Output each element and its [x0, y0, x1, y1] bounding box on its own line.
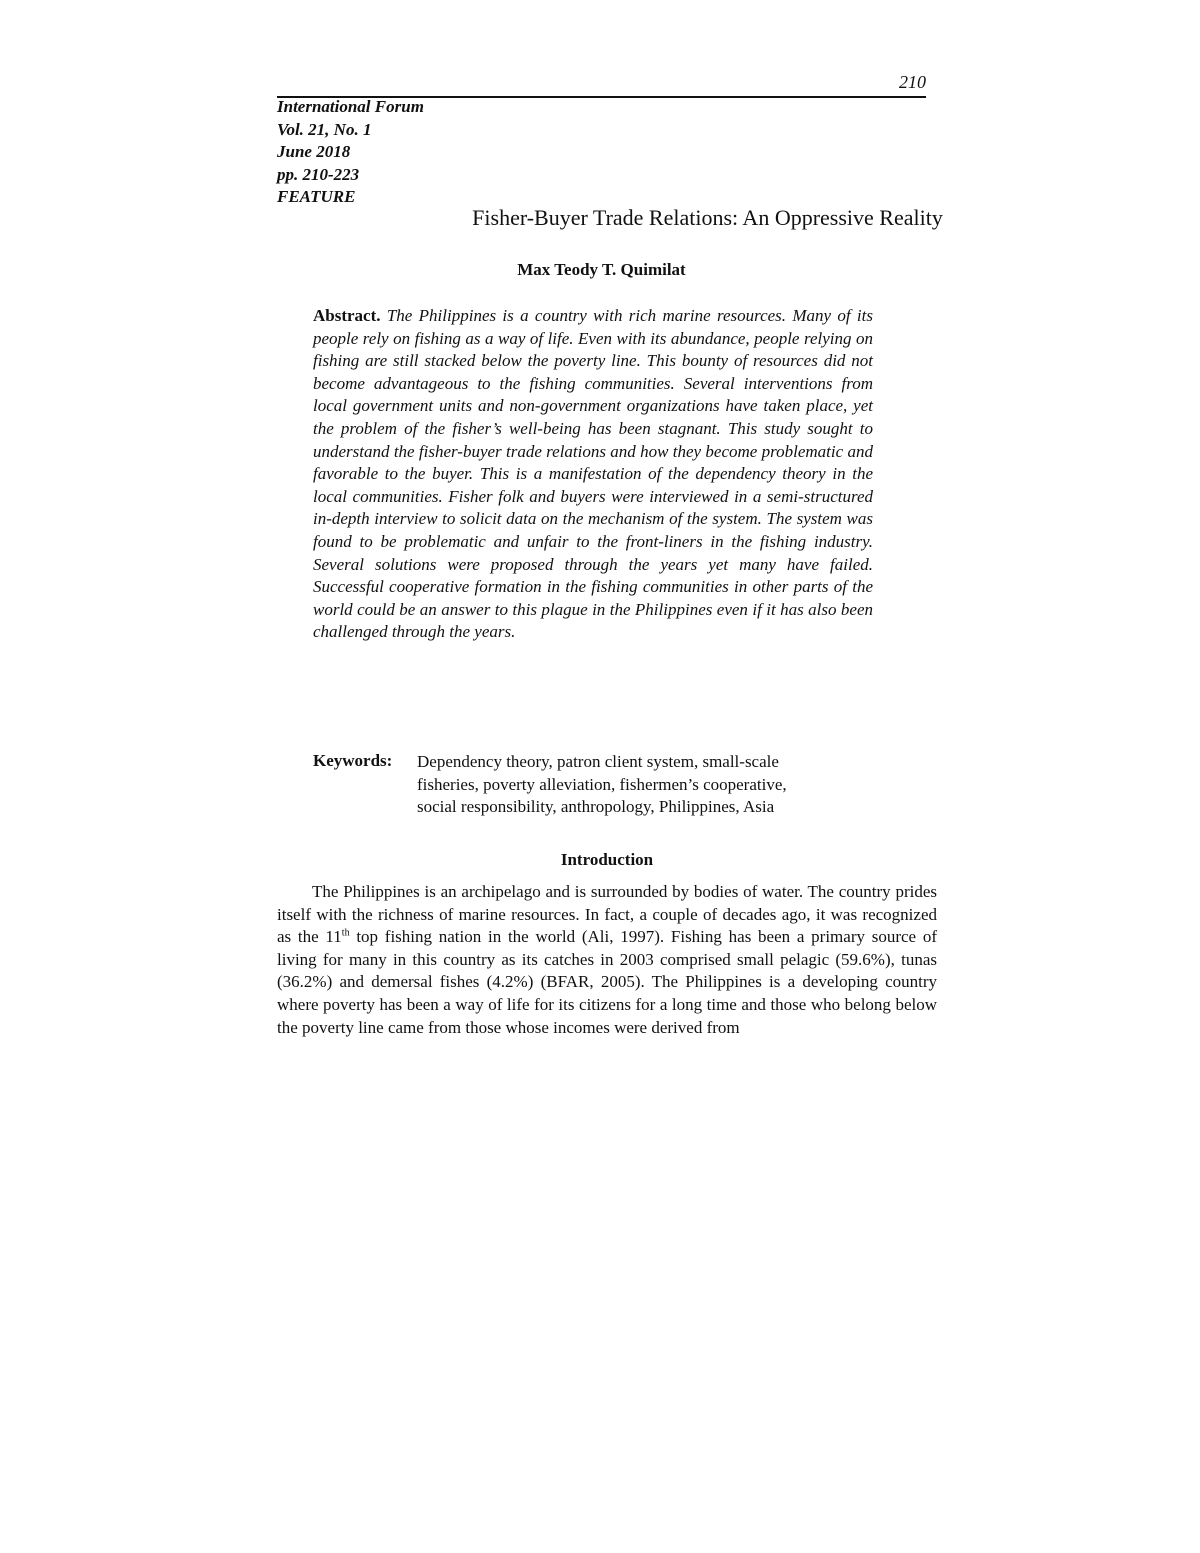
abstract-label: Abstract. — [313, 306, 381, 325]
journal-pages: pp. 210-223 — [277, 164, 360, 184]
keywords-list — [417, 751, 857, 819]
article-title: Fisher-Buyer Trade Relations: An Oppressive Reality — [472, 205, 943, 230]
ordinal-superscript: th — [341, 927, 350, 939]
keywords-line: fisheries, poverty alleviation, fishermen’s cooperative, — [417, 774, 787, 794]
journal-header — [277, 96, 677, 209]
journal-volume: Vol. 21, No. 1 — [277, 119, 372, 139]
introduction-heading: Introduction — [560, 850, 654, 869]
keywords-line: Dependency theory, patron client system, small-scale — [417, 752, 779, 771]
keywords-label: Keywords: — [313, 751, 393, 770]
keywords-line: social responsibility, anthropology, Philippines, Asia — [417, 797, 775, 817]
journal-date: June 2018 — [277, 142, 351, 161]
page-number: 210 — [899, 72, 926, 92]
introduction-text-end: top fishing nation in the world (Ali, 1997). Fishing has been a primary source of living for many in this country as its catches in 2003 comprised small pelagic (59.6%), tunas (36.2%) and demersal fishes (4.2%) (BFAR, 2005). The Philippines is a developing country where poverty has been a way of life for its citizens for a long time and those who belong below the poverty line came from those whose incomes were derived from — [277, 927, 937, 1037]
journal-section: FEATURE — [277, 187, 356, 206]
journal-name: International Forum — [277, 97, 424, 116]
article-author: Max Teody T. Quimilat — [517, 260, 686, 279]
abstract-text: The Philippines is a country with rich marine resources. Many of its people rely on fishing as a way of life. Even with its abundance, people relying on fishing are still stacked below the poverty line. This bounty of resources did not become advantageous to the fishing communities. Several interventions from local government units and non-government organizations have taken place, yet the problem of the fisher’s well-being has been stagnant. This study sought to understand the fisher-buyer trade relations and how they become problematic and favorable to the buyer. This is a manifestation of the dependency theory in the local communities. Fisher folk and buyers were interviewed in a semi-structured in-depth interview to solicit data on the mechanism of the system. The system was found to be problematic and unfair to the front-liners in the fishing industry. Several solutions were proposed through the years yet many have failed. Successful cooperative formation in the fishing communities in other parts of the world could be an answer to this plague in the Philippines even if it has also been challenged through the years. — [313, 306, 873, 642]
abstract — [313, 305, 873, 644]
introduction-text-start: The Philippines is an archipelago and is surrounded by bodies of water. The country prides itself with the richness of marine resources. In fact, a couple of decades ago, it was recognized as the 11 — [277, 882, 937, 947]
introduction-paragraph — [277, 881, 937, 1039]
